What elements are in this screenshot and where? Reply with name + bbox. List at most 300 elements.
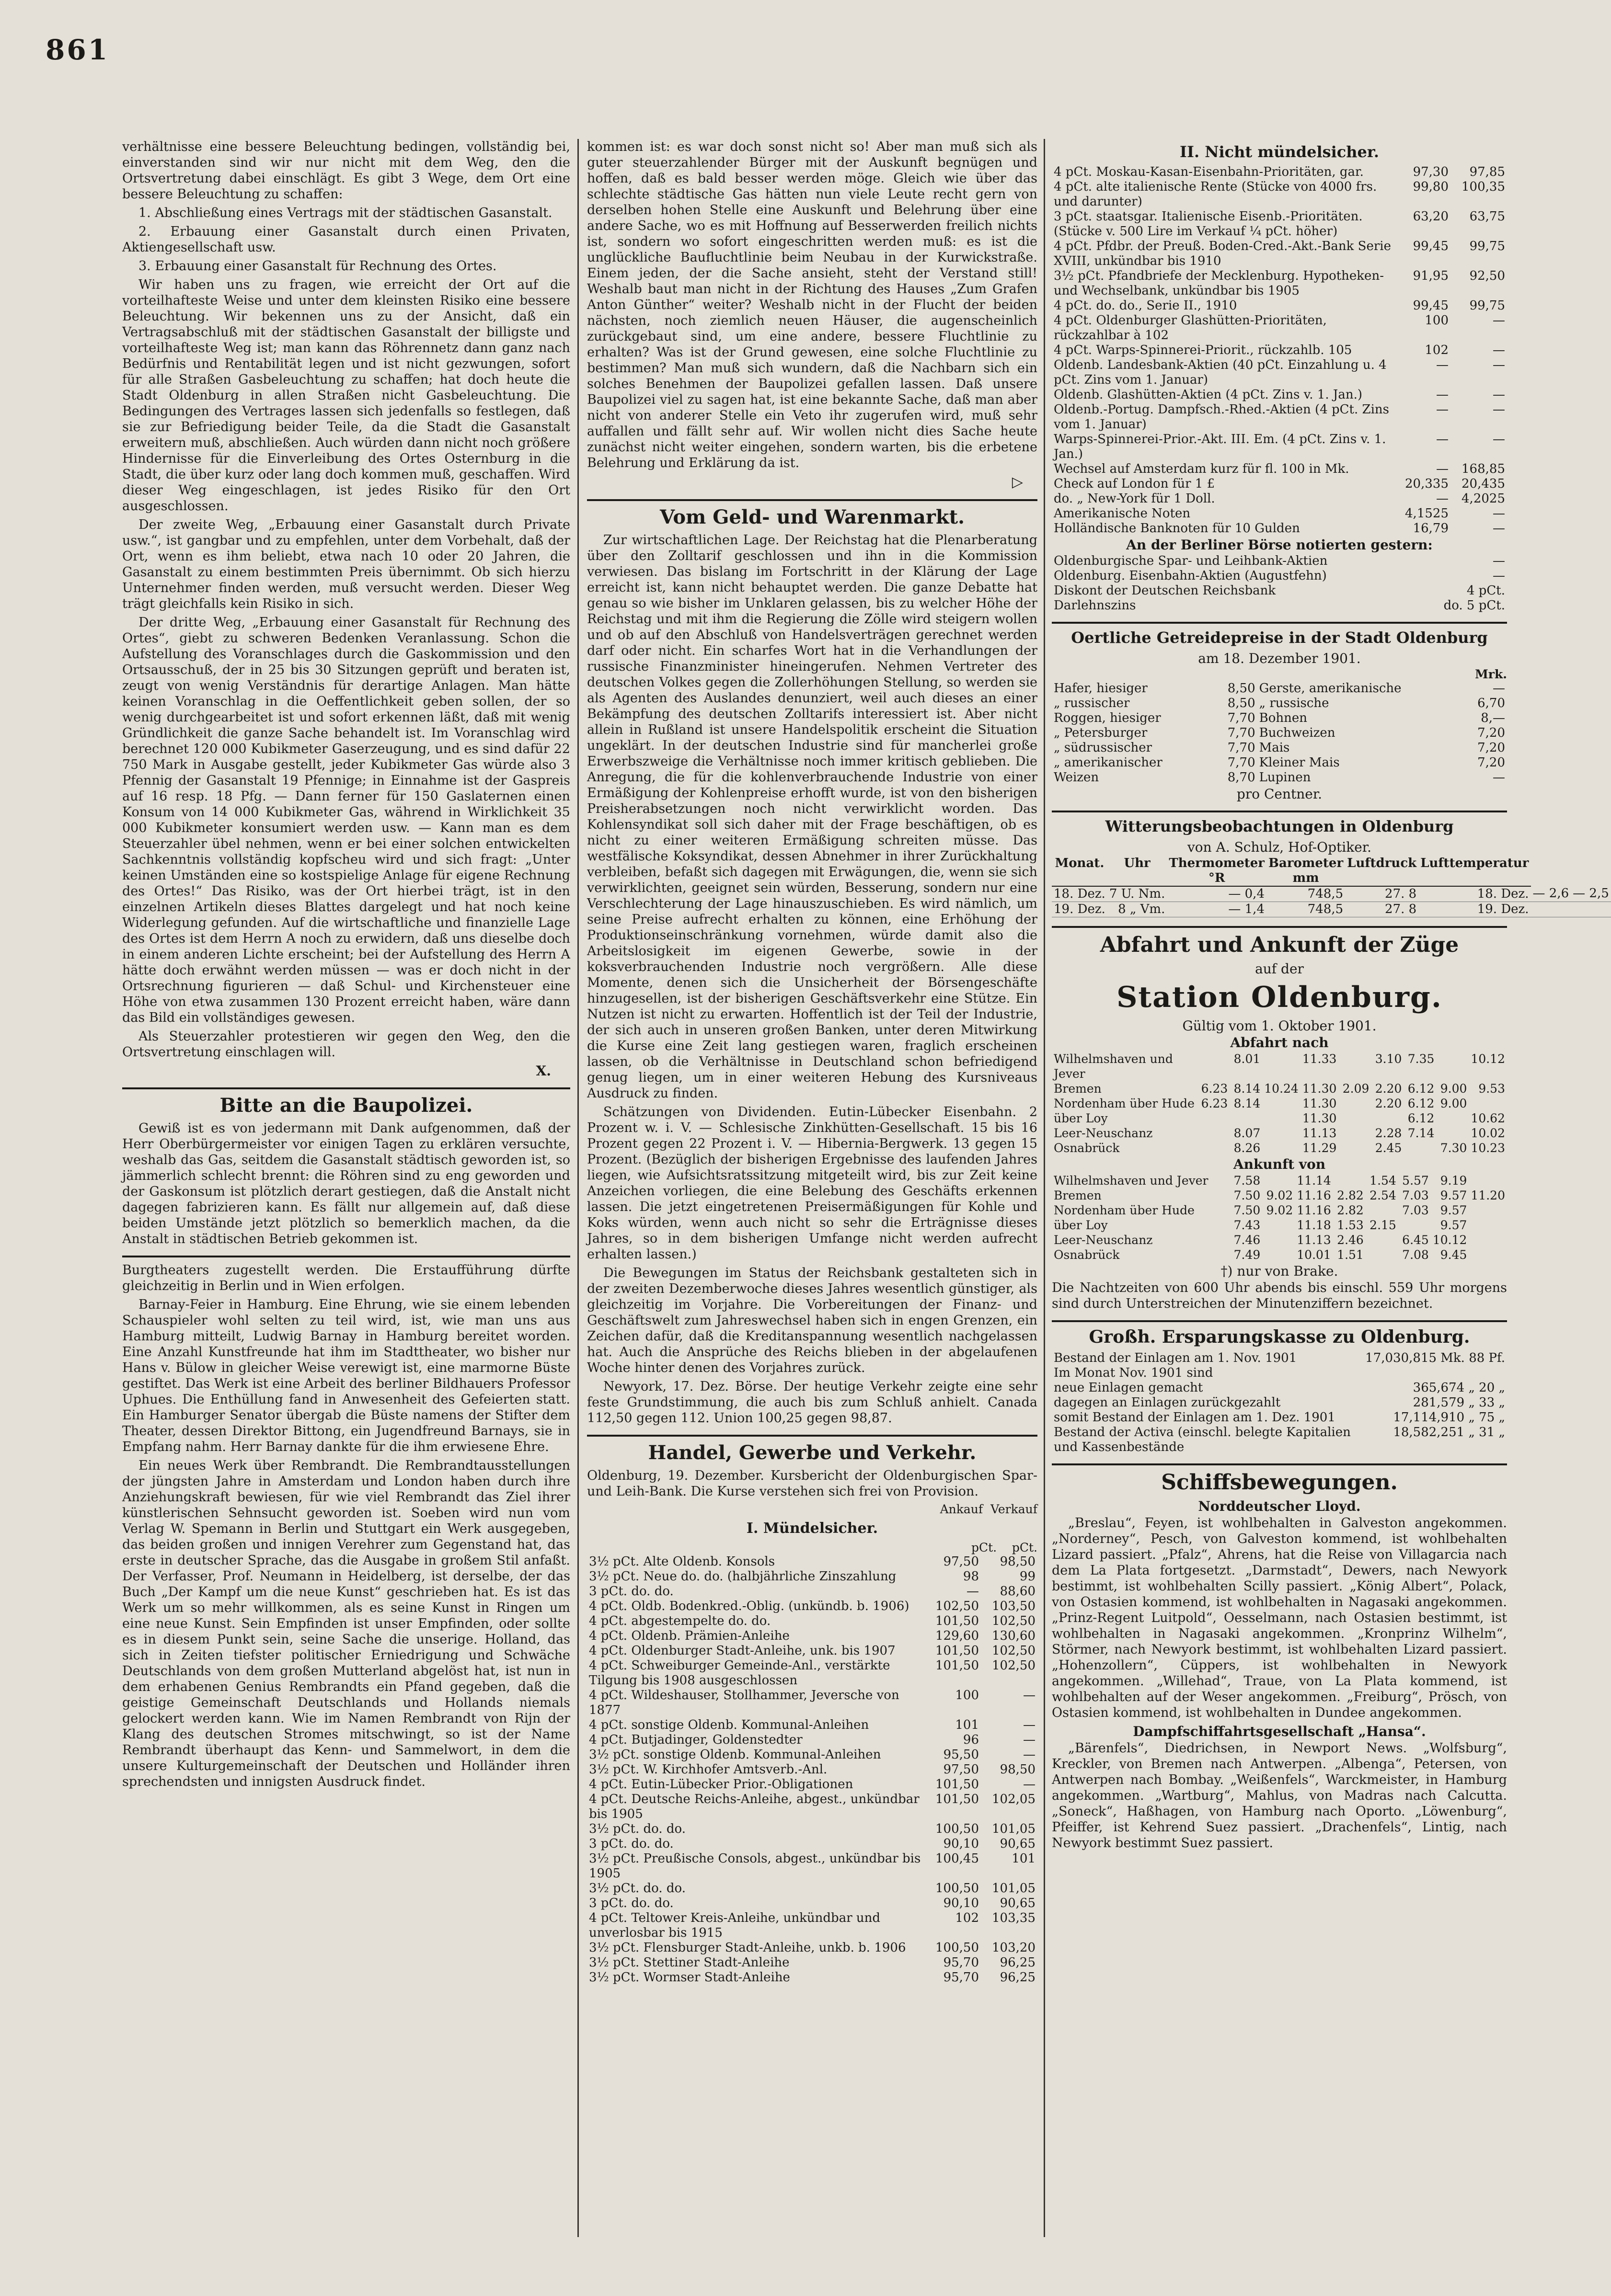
table-cell: 3½ pCt. Alte Oldenb. Konsols xyxy=(589,1554,775,1569)
schedule-time xyxy=(1469,1233,1507,1247)
schiff-subtitle-2: Dampfschiffahrtsgesellschaft „Hansa“. xyxy=(1133,1724,1426,1739)
schedule-time xyxy=(1469,1247,1507,1262)
getreide-row xyxy=(1052,741,1507,755)
article-paragraph: 2. Erbauung einer Gasanstalt durch einen Privaten, Aktiengesellschaft usw. xyxy=(122,224,570,255)
schedule-row xyxy=(1052,1111,1507,1126)
table-header: Luftdruck xyxy=(1345,856,1418,886)
schedule-time xyxy=(1469,1173,1507,1188)
schedule-time xyxy=(1436,1051,1469,1081)
schedule-time: 7.46 xyxy=(1233,1233,1261,1247)
schedule-time xyxy=(1366,1247,1398,1262)
spar-row xyxy=(1052,1395,1507,1410)
kurs-row xyxy=(1052,388,1507,402)
table-cell: 281,579 „ 33 „ xyxy=(1413,1395,1505,1410)
schedule-time: 7.03 xyxy=(1402,1203,1429,1217)
section-heading: Bitte an die Baupolizei. xyxy=(219,1094,473,1117)
schedule-time: 6.23 xyxy=(1201,1082,1228,1096)
kurs-row xyxy=(587,1970,1037,1985)
table-cell: Oldenb. Glashütten-Aktien (4 pCt. Zins v. 1. Jan.) xyxy=(1054,388,1362,402)
table-cell: 8,50 xyxy=(1227,681,1255,696)
table-cell: 4 pCt. abgestempelte do. do. xyxy=(589,1614,771,1628)
getreide-footnote: pro Centner. xyxy=(1236,786,1323,802)
table-cell: 63,75 xyxy=(1469,209,1505,224)
article-paragraph: Als Steuerzahler protestieren wir gegen den Weg, den die Ortsvertretung einschlagen will. xyxy=(122,1029,570,1060)
wetter-subtitle: von A. Schulz, Hof-Optiker. xyxy=(1187,839,1371,855)
table-cell: 101,50 xyxy=(935,1777,979,1792)
article-paragraph: Schätzungen von Dividenden. Eutin-Lübecker Eisenbahn. 2 Prozent w. i. V. — Schlesische Zinkhütten-Gesellschaft. 15 bis 16 Prozent gegen 22 Prozent i. V. — Hibernia-Bergwerk. 13 gegen 15 Prozent. (Bezüglich der bisherigen Ergebnisse des laufenden Jahres liegen, wie Aufsichtsratssitzung mitgeteilt wird, bis zur Zeit keine Anzeichen vorliegen, die eine Belebung des Geschäfts erkennen lassen. Die jetzt eingetretenen Preisermäßigungen für Kohle und Koks würden, wenn auch nicht so sehr die Erträgnisse dieses Jahres, so in dem bisherigen Umfange nicht werden aufrecht erhalten lassen.) xyxy=(587,1105,1037,1262)
schedule-time: 10.02 xyxy=(1471,1126,1505,1140)
schedule-time: 11.14 xyxy=(1297,1174,1331,1188)
schedule-time: 7.35 xyxy=(1407,1052,1435,1066)
schedule-time xyxy=(1338,1126,1371,1141)
table-cell: 103,50 xyxy=(992,1599,1036,1613)
schedule-time: 1.51 xyxy=(1337,1248,1364,1262)
spar-row xyxy=(1052,1410,1507,1425)
article-paragraph: „Bärenfels“, Diedrichsen, in Newport News. „Wolfsburg“, Kreckler, von Bremen nach Antwerpen. „Albenga“, Petersen, von Antwerpen nach Bombay. „Weißenfels“, Warckmeister, in Hamburg angekommen. „Wartburg“, Mahlus, von Madras nach Calcutta. „Soneck“, Haßhagen, von Hamburg nach Oporto. „Löwenburg“, Pfeiffer, ist Kehrend Suez passiert. „Drachenfels“, Lintig, nach Newyork bestimmt Suez passiert. xyxy=(1052,1741,1507,1851)
table-cell: Roggen, hiesiger xyxy=(1054,711,1161,725)
schedule-time: 8.07 xyxy=(1233,1126,1261,1140)
table-cell: 3½ pCt. Preußische Consols, abgest., unkündbar bis 1905 xyxy=(589,1851,921,1881)
kurs-row xyxy=(1052,165,1507,180)
table-cell: Mais xyxy=(1259,741,1290,755)
wetter-row xyxy=(1052,886,1611,902)
table-cell xyxy=(1363,1366,1507,1381)
schedule-row xyxy=(1052,1188,1507,1203)
table-cell: 20,335 xyxy=(1405,477,1449,491)
kurs-row xyxy=(587,1748,1037,1762)
schedule-row xyxy=(1052,1203,1507,1218)
spar-table xyxy=(1052,1351,1507,1455)
table-cell: „ Petersburger xyxy=(1054,726,1148,740)
kurs-row xyxy=(1052,313,1507,343)
table-cell: somit Bestand der Einlagen am 1. Dez. 1901 xyxy=(1054,1410,1335,1425)
schedule-time: 2.28 xyxy=(1375,1126,1402,1140)
getreide-row xyxy=(1052,726,1507,741)
table-cell: Darlehnszins xyxy=(1054,598,1136,613)
table-cell: — xyxy=(1023,1733,1036,1747)
schedule-time xyxy=(1197,1051,1230,1081)
section-heading: Großh. Ersparungskasse zu Oldenburg. xyxy=(1089,1327,1470,1347)
schedule-time xyxy=(1262,1111,1300,1126)
table-cell: — xyxy=(1493,681,1505,696)
schedule-time: 11.13 xyxy=(1297,1233,1331,1247)
table-cell: 4 pCt. sonstige Oldenb. Kommunal-Anleihen xyxy=(589,1718,869,1732)
schedule-destination: Leer-Neuschanz xyxy=(1054,1126,1153,1140)
schedule-time: 2.20 xyxy=(1375,1082,1402,1096)
getreide-row xyxy=(1052,696,1507,711)
schedule-time: 10.12 xyxy=(1432,1233,1467,1247)
table-cell: 97,50 xyxy=(943,1762,979,1777)
article-paragraph: Zur wirtschaftlichen Lage. Der Reichstag hat die Plenarberatung über den Zolltarif geschlossen und ihn in die Kommission verwiesen. Das bislang im Fortschritt in der Klärung der Lage erreicht ist, kann nicht behauptet werden. Die ganze Debatte hat genau so wie bisher im Unklaren gelassen, bis zu welcher Höhe der Reichstag und mit ihm die Regierung die Zölle wird steigern wollen und ob auf den Abschluß von Handelsverträgen gerechnet werden darf oder nicht. Ein scharfes Wort hat in die Verhandlungen der russische Finanzminister hineingerufen. Nehmen Vertreter des deutschen Volkes gegen die Zollerhöhungen Stellung, so werden sie als Agenten des Auslandes denunziert, weil auch dieses an einer Bekämpfung des deutschen Zolltarifs interessiert ist. Aber nicht allein in Rußland ist unsere Handelspolitik erscheint die Situation ungeklärt. In der deutschen Industrie sind für mancherlei große Erwerbszweige die Verhältnisse noch immer kritisch geblieben. Die Anregung, die für die kohlenverbrauchende Industrie von einer Ermäßigung der Kohlenpreise erhofft wurde, ist von den bisherigen Preisherabsetzungen noch nicht verwirklicht worden. Das Kohlensyndikat soll sich daher mit der Frage beschäftigen, ob es nicht zu einer weiteren Ermäßigung schreiten müsse. Das westfälische Koksyndikat, dessen Abnehmer in ihrer Zurückhaltung verbleiben, befaßt sich dagegen mit Erwägungen, die, wenn sie sich verwirklichten, geeignet sein würden, Besserung, sondern nur eine Verschlechterung der Lage hinauszuschieben. Es wird nämlich, um seine Preise aufrecht erhalten zu können, eine Erhöhung der Produktionseinschränkung vornehmen, würde damit also die Arbeitslosigkeit im eigenen Gewerbe, sowie in der koksverbrauchenden Industrie noch vergrößern. Alle diese Momente, denen sich die Unsicherheit der Börsengeschäfte hinzugesellen, ist der bisherigen Geschäftsverkehr eine Stütze. Ein Nutzen ist nicht zu erwarten. Hoffentlich ist der Teil der Industrie, der sich auch in unseren großen Banken, unter deren Mitwirkung die Kurse eine Zeit lang gestiegen waren, fraglich erscheinen lassen, ob die Verhältnisse in Deutschland schon befriedigend genug liegen, um in einer weiteren Hebung des Kursniveaus Ausdruck zu finden. xyxy=(587,533,1037,1101)
table-cell: 4 pCt. Oldenburger Stadt-Anleihe, unk. bis 1907 xyxy=(589,1644,896,1658)
table-cell: 101,05 xyxy=(992,1822,1036,1836)
kurs-row xyxy=(1052,506,1507,521)
kursbericht-intro: Oldenburg, 19. Dezember. Kursbericht der Oldenburgischen Spar- und Leih-Bank. Die Kurse verstehen sich frei von Provision. xyxy=(587,1468,1037,1499)
abfahrt-table xyxy=(1052,1051,1507,1155)
table-cell: do. 5 pCt. xyxy=(1443,598,1505,613)
berlin-row xyxy=(1052,569,1507,583)
table-cell: — xyxy=(1023,1748,1036,1762)
table-cell: 7,20 xyxy=(1477,726,1505,740)
table-cell: 4 pCt. Pfdbr. der Preuß. Boden-Cred.-Akt.-Bank Serie XVIII, unkündbar bis 1910 xyxy=(1054,239,1391,268)
table-cell: — 1,4 xyxy=(1167,902,1266,917)
table-cell: 98,50 xyxy=(1000,1554,1036,1569)
article-paragraph: „Breslau“, Feyen, ist wohlbehalten in Galveston angekommen. „Norderney“, Pesch, von Galveston kommend, ist wohlbehalten Lizard passiert. „Pfalz“, Ahrens, hat die Reise von Villagarcia nach dem La Plata fortgesetzt. „Darmstadt“, Dewers, nach Newyork bestimmt, ist wohlbehalten Scilly passiert. „König Albert“, Polack, von Ostasien kommend, ist wohlbehalten in Nagasaki angekommen. „Prinz-Regent Luitpold“, Oesselmann, nach Ostasien bestimmt, ist wohlbehalten in Nagasaki angekommen. „Kronprinz Wilhelm“, Störmer, nach Newyork bestimmt, ist wohlbehalten Lizard passiert. „Hohenzollern“, Cüppers, ist wohlbehalten in Newyork angekommen. „Willehad“, Traue, von La Plata kommend, ist wohlbehalten auf der Weser angekommen. „Freiburg“, Prösch, von Ostasien kommend, ist wohlbehalten in Dundee angekommen. xyxy=(1052,1516,1507,1720)
berlin-row xyxy=(1052,583,1507,598)
schedule-time: 7.43 xyxy=(1233,1218,1261,1232)
table-cell: 97,85 xyxy=(1469,165,1505,179)
column-rule xyxy=(577,139,579,2237)
table-cell: 4 pCt. Oldenburger Glashütten-Prioritäten, rückzahlbar à 102 xyxy=(1054,313,1327,343)
kurs-row xyxy=(587,1599,1037,1614)
schedule-time xyxy=(1366,1203,1398,1218)
schedule-time xyxy=(1262,1247,1295,1262)
table-cell: — xyxy=(1493,506,1505,521)
table-cell: — xyxy=(1436,358,1449,372)
table-cell: 3½ pCt. sonstige Oldenb. Kommunal-Anleihen xyxy=(589,1748,881,1762)
kurs-row xyxy=(587,1851,1037,1881)
article-paragraph: Der dritte Weg, „Erbauung einer Gasanstalt für Rechnung des Ortes“, giebt zu schweren Bedenken Veranlassung. Schon die Aufstellung des Voranschlages durch die Gaskommission und den Ortsausschuß, der in 25 bis 30 Sitzungen geprüft und beraten ist, zeugt von wenig Verständnis für derartige Anlagen. Man hätte keinen Voranschlag in die Oeffentlichkeit geben sollen, der so wenig durchgearbeitet ist und sofort erkennen läßt, daß mit wenig Gründlichkeit die ganze Sache behandelt ist. Im Voranschlag wird berechnet 120 000 Kubikmeter Gaserzeugung, und es sind dafür 22 750 Mark in Ausgabe gestellt, jeder Kubikmeter Gas würde also 3 Pfennig der Gasanstalt 19 Pfennige; in Einnahme ist der Gaspreis auf 16 resp. 18 Pfg. — Dann ferner für 150 Gaslaternen einen Konsum von 14 000 Kubikmeter Gas, während in Wirklichkeit 35 000 Kubikmeter konsumiert werden usw. — Kann man es dem Steuerzahler übel nehmen, wenn er bei einer solchen entwickelten Sachkenntnis vollständig kopfscheu wird und sich fragt: „Unter keinen Umständen eine so kostspielige Anlage für eigene Rechnung des Ortes!“ Das Risiko, was der Ort hierbei trägt, ist in den einzelnen Artikeln dieses Blattes dargelegt und hat noch keine Widerlegung gefunden. Auf die wirtschaftliche und finanzielle Lage des Ortes ist dem Herrn A noch zu erwidern, daß uns dieselbe doch in einem anderen Lichte erscheint; bei der Aufstellung des Herrn A hätte doch erwähnt werden müssen — was er doch nicht in der Ortsrechnung figurieren — daß Schul- und Kirchensteuer eine Höhe von etwa zusammen 130 Prozent erreicht haben, wäre dann das Bild ein vollständiges gewesen. xyxy=(122,615,570,1025)
section-heading: Handel, Gewerbe und Verkehr. xyxy=(648,1441,977,1464)
table-cell: 4,2025 xyxy=(1461,491,1505,506)
table-cell: — xyxy=(1436,491,1449,506)
section-rule xyxy=(1052,1463,1507,1465)
article-paragraph: Barnay-Feier in Hamburg. Eine Ehrung, wie sie einem lebenden Schauspieler wohl selten zu teil wird, ist, wie man uns aus Hamburg mitteilt, Ludwig Barnay in Hamburg bereitet worden. Eine Anzahl Kunstfreunde hat ihm im Stadttheater, wo bisher nur Hans v. Bülow in gleicher Weise verewigt ist, eine marmorne Büste gestiftet. Das Werk ist eine Arbeit des berliner Bildhauers Professor Uphues. Die Enthüllung fand in Anwesenheit des Gefeierten statt. Ein Hamburger Senator übergab die Büste namens der Stifter dem Theater, dessen Direktor Bittong, ein Jugendfreund Barnays, sie in Empfang nahm. Herr Barnay dankte für die ihm erwiesene Ehre. xyxy=(122,1297,570,1454)
table-cell: 17,114,910 „ 75 „ xyxy=(1393,1410,1505,1425)
table-cell: 168,85 xyxy=(1461,462,1505,476)
section-rule xyxy=(1052,926,1507,928)
table-cell: 100,45 xyxy=(935,1851,979,1866)
kurs-row xyxy=(587,1762,1037,1777)
kurs-row xyxy=(1052,180,1507,209)
schedule-time xyxy=(1469,1218,1507,1233)
schedule-time: 8.26 xyxy=(1233,1141,1261,1155)
table-cell: 100,35 xyxy=(1461,180,1505,194)
table-cell: 129,60 xyxy=(935,1629,979,1643)
table-cell: 7,70 xyxy=(1227,741,1255,755)
schedule-time xyxy=(1262,1218,1295,1233)
kurs-row xyxy=(1052,521,1507,536)
table-cell: Warps-Spinnerei-Prior.-Akt. III. Em. (4 pCt. Zins v. 1. Jan.) xyxy=(1054,432,1386,461)
table-cell: — 2,5 xyxy=(1571,886,1611,902)
schedule-time: 11.29 xyxy=(1302,1141,1337,1155)
schedule-time xyxy=(1197,1141,1230,1155)
schedule-destination: Bremen xyxy=(1054,1188,1102,1202)
table-cell: 365,674 „ 20 „ xyxy=(1413,1381,1505,1395)
schedule-time xyxy=(1197,1111,1230,1126)
schedule-time: 11.20 xyxy=(1471,1188,1505,1202)
table-cell: 101,50 xyxy=(935,1792,979,1806)
column-1 xyxy=(122,139,570,2237)
schedule-time xyxy=(1262,1051,1300,1081)
section-heading: II. Nicht mündelsicher. xyxy=(1180,143,1379,161)
schedule-destination: Osnabrück xyxy=(1054,1141,1120,1155)
schedule-time xyxy=(1371,1111,1404,1126)
station-heading: Station Oldenburg. xyxy=(1116,981,1442,1014)
table-cell: 3 pCt. do. do. xyxy=(589,1896,674,1910)
table-cell: 6,70 xyxy=(1477,696,1505,710)
schedule-row xyxy=(1052,1096,1507,1111)
schedule-time: 6.23 xyxy=(1201,1097,1228,1110)
table-cell: 3½ pCt. Flensburger Stadt-Anleihe, unkb. b. 1906 xyxy=(589,1941,906,1955)
article-paragraph: Der zweite Weg, „Erbauung einer Gasanstalt durch Private usw.“, ist gangbar und zu empfehlen, unter dem Vorbehalt, daß der Ort, wenn es ihm beliebt, etwa nach 10 oder 20 Jahren, die Gasanstalt zu einem bestimmten Preis übernimmt. Ob sich hierzu Unternehmer finden werden, muß versucht werden. Dieser Weg trägt gleichfalls kein Risiko in sich. xyxy=(122,517,570,611)
table-cell: 3½ pCt. do. do. xyxy=(589,1881,686,1896)
kurs-row xyxy=(587,1792,1037,1822)
table-cell: 4,1525 xyxy=(1405,506,1449,521)
schedule-time: 10.62 xyxy=(1471,1111,1505,1125)
table-cell: 96,25 xyxy=(1000,1970,1036,1985)
kurs-row xyxy=(587,1629,1037,1644)
table-cell: Bestand der Activa (einschl. belegte Kapitalien und Kassenbestände xyxy=(1054,1425,1351,1454)
table-cell: 3½ pCt. Stettiner Stadt-Anleihe xyxy=(589,1955,790,1970)
table-cell: 101 xyxy=(955,1718,979,1732)
kurs-table-2 xyxy=(1052,165,1507,536)
kurs-row xyxy=(587,1554,1037,1569)
table-cell: 95,70 xyxy=(943,1970,979,1985)
schedule-time xyxy=(1398,1218,1431,1233)
table-cell: 3½ pCt. Pfandbriefe der Mecklenburg. Hypotheken- und Wechselbank, unkündbar bis 1905 xyxy=(1054,269,1384,298)
schedule-time xyxy=(1436,1126,1469,1141)
table-cell: 27. 8 xyxy=(1345,902,1418,917)
schedule-row xyxy=(1052,1173,1507,1188)
kurs-row xyxy=(587,1881,1037,1896)
table-cell: 3½ pCt. W. Kirchhofer Amtsverb.-Anl. xyxy=(589,1762,828,1777)
schedule-time: 9.45 xyxy=(1440,1248,1467,1262)
schedule-time: 10.23 xyxy=(1471,1141,1505,1155)
table-cell: 3 pCt. staatsgar. Italienische Eisenb.-Prioritäten. (Stücke v. 500 Lire im Verkauf ¼ pCt. höher) xyxy=(1054,209,1363,239)
schedule-time: 9.53 xyxy=(1478,1082,1505,1096)
section-rule xyxy=(1052,622,1507,624)
kurs-row xyxy=(587,1911,1037,1941)
article-paragraph: kommen ist: es war doch sonst nicht so! Aber man muß sich als guter steuerzahlender Bürger mit der Auskunft begnügen und hoffen, daß es bald besser werden möge. Gleich wie über das schlechte städtische Gas hätten nun viele Leute recht gern von derselben hohen Stelle eine Auskunft und Belehrung über eine andere Sache, wo es mit Hoffnung auf Besserwerden freilich nichts ist, sondern wo sofort eingeschritten werden muß: es ist die unglückliche Baufluchtlinie beim Neubau in der Kurwickstraße. Einem jeden, der die Sache ansieht, steht der Verstand still! Weshalb baut man nicht in der Richtung des Hauses „Zum Grafen Anton Günther“ weiter? Weshalb nicht in der Flucht der beiden nächsten, noch ziemlich neuen Häuser, die augenscheinlich zurückgebaut sind, um eine andere, bessere Fluchtlinie zu erhalten? Was ist der Grund gewesen, eine solche Fluchtlinie zu bestimmen? Man muß sich wundern, daß die Nachbarn sich ein solches Benehmen der Baupolizei gefallen lassen. Daß unsere Baupolizei viel zu sagen hat, ist eine bekannte Sache, daß man aber nicht von anderer Stelle ein Veto ihr zugerufen wird, muß sehr auffallen und fällt sehr auf. Wir wollen nicht dies Sache heute zunächst nicht weiter eingehen, sondern warten, bis die erbetene Belehrung und Erklärung da ist. xyxy=(587,139,1037,470)
table-cell: Lupinen xyxy=(1259,770,1311,785)
table-cell: 7,70 xyxy=(1227,726,1255,740)
schedule-time: 11.13 xyxy=(1302,1126,1337,1140)
schedule-time xyxy=(1262,1233,1295,1247)
schedule-time: 2.15 xyxy=(1369,1218,1396,1232)
table-cell: 4 pCt. Teltower Kreis-Anleihe, unkündbar und unverlosbar bis 1915 xyxy=(589,1911,881,1940)
schedule-destination: Nordenham über Hude xyxy=(1054,1097,1195,1110)
table-cell: 19. Dez. xyxy=(1418,902,1530,917)
getreide-row xyxy=(1052,681,1507,696)
wetter-table xyxy=(1052,856,1611,917)
spar-row xyxy=(1052,1381,1507,1395)
berlin-row xyxy=(1052,554,1507,569)
table-cell: — xyxy=(1023,1688,1036,1702)
schedule-destination: Nordenham über Hude xyxy=(1054,1203,1195,1217)
kurs-row xyxy=(1052,209,1507,239)
table-cell: 7,20 xyxy=(1477,755,1505,770)
kurs-row xyxy=(587,1955,1037,1970)
schedule-time xyxy=(1262,1141,1300,1155)
table-cell: 103,20 xyxy=(992,1941,1036,1955)
schedule-row xyxy=(1052,1126,1507,1141)
section-heading: Schiffsbewegungen. xyxy=(1161,1470,1398,1495)
table-cell: 7,70 xyxy=(1227,711,1255,725)
kurs-row xyxy=(587,1941,1037,1955)
section-heading: Vom Geld- und Warenmarkt. xyxy=(659,506,965,528)
kurs-row xyxy=(1052,358,1507,388)
table-cell: 102,50 xyxy=(935,1599,979,1613)
table-cell: neue Einlagen gemacht xyxy=(1054,1381,1203,1395)
table-cell: 101,50 xyxy=(935,1644,979,1658)
table-cell: 98,50 xyxy=(1000,1762,1036,1777)
table-cell: 18. Dez. xyxy=(1418,886,1530,902)
table-cell: — xyxy=(1023,1777,1036,1792)
getreide-row xyxy=(1052,711,1507,726)
schedule-time: 11.16 xyxy=(1297,1188,1331,1202)
table-cell: Hafer, hiesiger xyxy=(1054,681,1148,696)
schedule-time xyxy=(1338,1051,1371,1081)
table-cell: 95,70 xyxy=(943,1955,979,1970)
spar-row xyxy=(1052,1366,1507,1381)
table-cell: 92,50 xyxy=(1469,269,1505,283)
section-rule xyxy=(587,499,1037,501)
zug-valid: Gültig vom 1. Oktober 1901. xyxy=(1182,1018,1377,1034)
article-paragraph: Ein neues Werk über Rembrandt. Die Rembrandtausstellungen der jüngsten Jahre in Amsterdam und London haben durch ihre Anziehungskraft bewiesen, für wie viel Rembrandt das Ziel ihrer künstlerischen Sehnsucht geworden ist. Soeben wird nun vom Verlag W. Spemann in Berlin und Stuttgart ein Werk ausgegeben, das beiden großen und innigen Verehrer zum Gegenstand hat, das erste in deutscher Sprache, das die Ausgabe in großem Stil anfaßt. Der Verfasser, Prof. Neumann in Heidelberg, ist derselbe, der das Buch „Der Kampf um die neue Kunst“ geschrieben hat. Es ist das Werk um so mehr willkommen, als es seine Kunst in Ringen um eine neue Kunst. Sein Empfinden ist unser Empfinden, oder sollte es in diesem Punkt sein, seine Sache die unserige. Holland, das sich in Zeiten tiefster politischer Erniedrigung und Schwäche Deutschlands von dem großen Mutterland abgelöst hat, ist nun in dem erhabenen Genius Rembrandts ein Pfand gegeben, daß die geistige Gemeinschaft Deutschlands und Hollands niemals gelockert werden kann. Wie im Namen Rembrandt von Rijn der Klang des deutschen Stromes mitschwingt, so ist der Name Rembrandt überhaupt das Kenn- und Sammelwort, in dem die unsere Kulturgemeinschaft der Deutschen und Holländer ihren sprechendsten und innigsten Ausdruck findet. xyxy=(122,1458,570,1789)
column-2 xyxy=(587,139,1037,2237)
table-cell: 96,25 xyxy=(1000,1955,1036,1970)
table-cell: Wechsel auf Amsterdam kurz für fl. 100 in Mk. xyxy=(1054,462,1349,476)
table-cell: 7 U. Nm. xyxy=(1107,886,1167,902)
kurs-row xyxy=(587,1644,1037,1658)
table-cell: 90,10 xyxy=(943,1837,979,1851)
kurs-row xyxy=(587,1569,1037,1584)
wetter-row xyxy=(1052,902,1611,917)
table-cell: 101 xyxy=(1012,1851,1036,1866)
schedule-destination: Wilhelmshaven und Jever xyxy=(1054,1174,1208,1188)
table-cell: 99,45 xyxy=(1413,239,1449,253)
table-cell: 101,50 xyxy=(935,1614,979,1628)
kurs-unit: pCt. pCt. xyxy=(971,1541,1037,1554)
schedule-time: 11.16 xyxy=(1297,1203,1331,1217)
table-cell: Gerste, amerikanische xyxy=(1259,681,1402,696)
table-cell: — xyxy=(1493,388,1505,402)
ankunft-label: Ankunft von xyxy=(1233,1156,1326,1172)
table-cell xyxy=(1531,902,1571,917)
berlin-table xyxy=(1052,554,1507,613)
table-cell: 91,95 xyxy=(1413,269,1449,283)
schedule-time: 7.58 xyxy=(1233,1174,1261,1188)
table-cell: 90,10 xyxy=(943,1896,979,1910)
schedule-time: 7.50 xyxy=(1233,1203,1261,1217)
table-cell: 4 pCt. Oldenb. Prämien-Anleihe xyxy=(589,1629,790,1643)
kurs-row xyxy=(587,1718,1037,1733)
schedule-time xyxy=(1262,1126,1300,1141)
schedule-time xyxy=(1262,1173,1295,1188)
table-cell: 99 xyxy=(1019,1569,1036,1584)
kurs-row xyxy=(1052,462,1507,477)
table-cell: 97,50 xyxy=(943,1554,979,1569)
schedule-time: 9.57 xyxy=(1440,1218,1467,1232)
article-paragraph: Newyork, 17. Dez. Börse. Der heutige Verkehr zeigte eine sehr feste Grundstimmung, die auch bis zum Schluß anhielt. Canada 112,50 gegen 112. Union 100,25 gegen 98,87. xyxy=(587,1379,1037,1426)
table-cell: 98 xyxy=(963,1569,979,1584)
table-cell: 4 pCt. Warps-Spinnerei-Priorit., rückzahlb. 105 xyxy=(1054,343,1352,357)
section-rule xyxy=(1052,1320,1507,1322)
table-cell: Bohnen xyxy=(1259,711,1307,725)
article-paragraph: Wir haben uns zu fragen, wie erreicht der Ort auf die vorteilhafteste Weise und unter dem kleinsten Risiko eine bessere Beleuchtung. Wir bekennen uns zu der Ansicht, daß ein Vertragsabschluß mit der städtischen Gasanstalt der billigste und vorteilhafteste Weg ist; man kann das Röhrennetz dann ganz nach Bedürfnis und Rentabilität legen und ist nicht gezwungen, sofort für alle Straßen Gasbeleuchtung zu schaffen; hat doch heute die Stadt Oldenburg in allen Straßen nicht Gasbeleuchtung. Die Bedingungen des Vertrages lassen sich jedenfalls so festlegen, daß sie zur Befriedigung beider Teile, da die Stadt die Gasanstalt erweitern muß, abschließen. Auch würden dann nicht noch größere Hindernisse für die Einverleibung des Ortes Osternburg in die Stadt, die über kurz oder lang doch kommen muß, geschaffen. Wird dieser Weg eingeschlagen, ist jedes Risiko für den Ort ausgeschlossen. xyxy=(122,277,570,514)
getreide-row xyxy=(1052,770,1507,785)
table-cell: 99,80 xyxy=(1413,180,1449,194)
table-cell: „ amerikanischer xyxy=(1054,755,1162,770)
table-cell: Check auf London für 1 £ xyxy=(1054,477,1215,491)
schedule-time: 8.01 xyxy=(1233,1052,1261,1066)
schedule-time: 11.33 xyxy=(1302,1052,1337,1066)
table-cell: 95,50 xyxy=(943,1748,979,1762)
article-paragraph: Gewiß ist es von jedermann mit Dank aufgenommen, daß der Herr Oberbürgermeister vor einigen Tagen zu erklären versuchte, weshalb das Gas, seitdem die Gasanstalt städtisch geworden ist, so jämmerlich schlecht brennt: die Röhren sind zu eng geworden und der Gaskonsum ist plötzlich derart gestiegen, daß die Anstalt nicht dagegen fabrizieren kann. Es fällt nur allgemein auf, daß diese beiden Umstände jetzt plötzlich so bemerklich machen, da die Anstalt in städtischen Betrieb gekommen ist. xyxy=(122,1121,570,1246)
getreide-unit: Mrk. xyxy=(1475,667,1507,681)
schedule-time: 9.19 xyxy=(1440,1174,1467,1188)
abfahrt-label: Abfahrt nach xyxy=(1230,1035,1329,1051)
table-cell: — xyxy=(1493,521,1505,536)
table-cell: 748,5 xyxy=(1266,902,1345,917)
kurs-columns: Ankauf Verkauf xyxy=(940,1502,1037,1516)
table-cell: 748,5 xyxy=(1266,886,1345,902)
schedule-time: 11.30 xyxy=(1302,1111,1337,1125)
section-heading: Abfahrt und Ankunft der Züge xyxy=(1100,933,1459,957)
schedule-time: 9.02 xyxy=(1266,1203,1293,1217)
table-cell: 90,65 xyxy=(1000,1837,1036,1851)
column-3 xyxy=(1052,139,1609,2237)
schedule-time: 9.57 xyxy=(1440,1203,1467,1217)
table-header: Barometer mm xyxy=(1266,856,1345,886)
section-heading: Oertliche Getreidepreise in der Stadt Oldenburg xyxy=(1071,628,1488,647)
table-cell: 19. Dez. xyxy=(1052,902,1107,917)
table-cell: Kleiner Mais xyxy=(1259,755,1340,770)
table-cell: 3½ pCt. do. do. xyxy=(589,1822,686,1836)
schedule-destination: über Loy xyxy=(1054,1218,1108,1232)
table-cell: 100,50 xyxy=(935,1941,979,1955)
schedule-time xyxy=(1404,1141,1436,1155)
kurs-row xyxy=(1052,432,1507,462)
table-cell: 27. 8 xyxy=(1345,886,1418,902)
triangle-marker-icon: ▷ xyxy=(1012,474,1023,491)
kurs-row xyxy=(1052,343,1507,358)
zug-auf: auf der xyxy=(1255,961,1304,977)
kurs-row xyxy=(1052,269,1507,298)
table-cell: — xyxy=(1493,402,1505,417)
table-cell: — xyxy=(1493,554,1505,568)
schedule-time: 7.14 xyxy=(1407,1126,1435,1140)
table-cell: 7,70 xyxy=(1227,755,1255,770)
kurs-table xyxy=(587,1554,1037,1985)
zug-footnote-2: Die Nachtzeiten von 600 Uhr abends bis einschl. 559 Uhr morgens sind durch Unterstreichen der Minutenziffern bezeichnet. xyxy=(1052,1280,1507,1311)
table-cell: do. „ New-York für 1 Doll. xyxy=(1054,491,1215,506)
table-cell: — xyxy=(1493,432,1505,446)
kurs-subheading: I. Mündelsicher. xyxy=(746,1520,878,1537)
schiff-subtitle: Norddeutscher Lloyd. xyxy=(1198,1498,1361,1514)
table-cell: 102,50 xyxy=(992,1658,1036,1673)
schedule-time: 2.82 xyxy=(1337,1203,1364,1217)
schedule-destination: Osnabrück xyxy=(1054,1248,1120,1262)
table-cell: 3½ pCt. Wormser Stadt-Anleihe xyxy=(589,1970,790,1985)
table-cell: 100 xyxy=(955,1688,979,1702)
article-paragraph: 3. Erbauung einer Gasanstalt für Rechnung des Ortes. xyxy=(138,259,497,274)
schedule-time xyxy=(1338,1141,1371,1155)
table-cell: 4 pCt. Wildeshauser, Stollhammer, Jeversche von 1877 xyxy=(589,1688,899,1717)
table-cell: 102,50 xyxy=(992,1644,1036,1658)
schedule-time: 11.30 xyxy=(1302,1082,1337,1096)
table-cell: 18,582,251 „ 31 „ xyxy=(1393,1425,1505,1439)
table-cell: 103,35 xyxy=(992,1911,1036,1925)
table-cell: Buchweizen xyxy=(1259,726,1335,740)
table-cell: — xyxy=(1023,1718,1036,1732)
table-cell: „ südrussischer xyxy=(1054,741,1152,755)
schedule-time: 10.24 xyxy=(1264,1082,1299,1096)
schedule-time: 2.82 xyxy=(1337,1188,1364,1202)
table-cell: 4 pCt. Oldb. Bodenkred.-Oblig. (unkündb. b. 1906) xyxy=(589,1599,909,1613)
table-cell: — xyxy=(967,1584,979,1599)
